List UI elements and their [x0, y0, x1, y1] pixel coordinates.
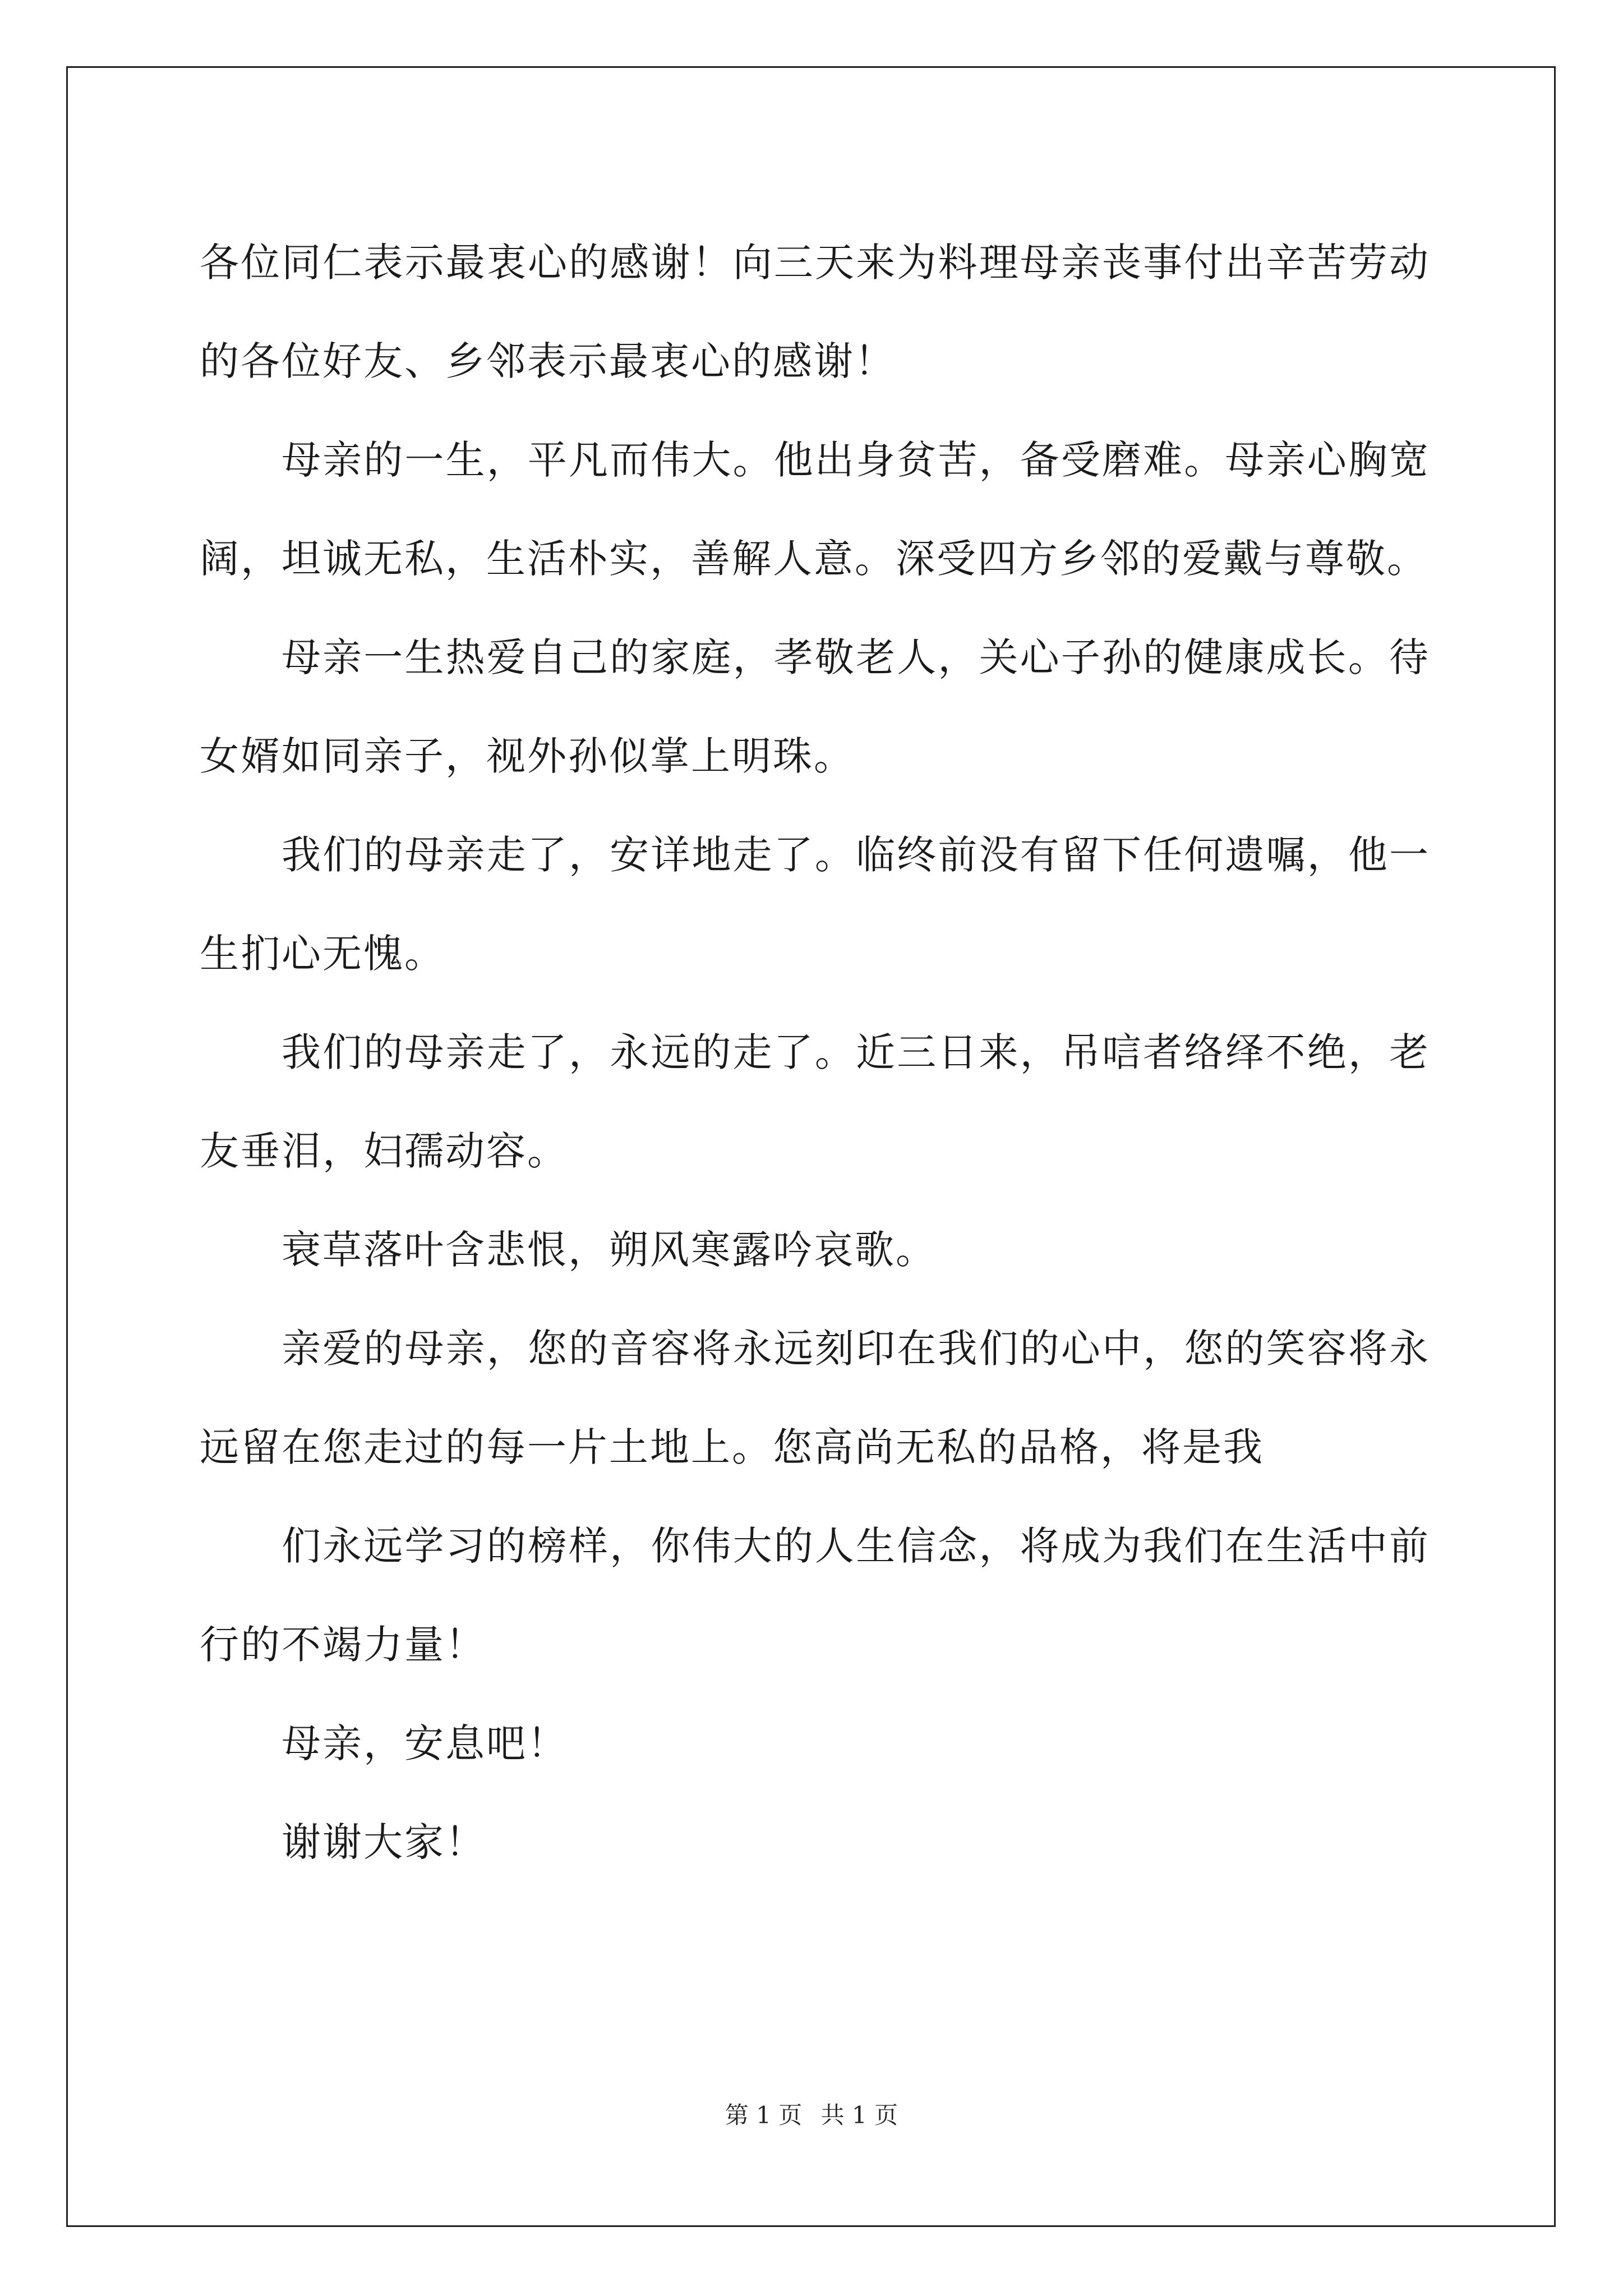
document-body — [200, 213, 1430, 1892]
paragraph: 母亲一生热爱自己的家庭，孝敬老人，关心子孙的健康成长。待女婿如同亲子，视外孙似掌上明珠。 — [200, 634, 1430, 779]
paragraph: 我们的母亲走了，安详地走了。临终前没有留下任何遗嘱，他一生扪心无愧。 — [200, 832, 1430, 977]
paragraph: 们永远学习的榜样，你伟大的人生信念，将成为我们在生活中前行的不竭力量！ — [200, 1523, 1430, 1668]
paragraph: 衰草落叶含悲恨，朔风寒露吟哀歌。 — [282, 1227, 937, 1273]
page-footer — [0, 2097, 1623, 2131]
paragraph: 谢谢大家！ — [282, 1819, 486, 1865]
paragraph: 母亲的一生，平凡而伟大。他出身贫苦，备受磨难。母亲心胸宽阔，坦诚无私，生活朴实，善解人意。深受四方乡邻的爱戴与尊敬。 — [200, 437, 1430, 582]
paragraph: 各位同仁表示最衷心的感谢！向三天来为料理母亲丧事付出辛苦劳动的各位好友、乡邻表示最衷心的感谢！ — [200, 240, 1430, 384]
paragraph: 亲爱的母亲，您的音容将永远刻印在我们的心中，您的笑容将永远留在您走过的每一片土地上。您高尚无私的品格，将是我 — [200, 1326, 1430, 1470]
paragraph: 母亲，安息吧！ — [282, 1720, 568, 1766]
paragraph: 我们的母亲走了，永远的走了。近三日来，吊唁者络绎不绝，老友垂泪，妇孺动容。 — [200, 1029, 1430, 1174]
page-number: 第 1 页 — [725, 2101, 803, 2129]
page-total: 共 1 页 — [820, 2101, 898, 2129]
